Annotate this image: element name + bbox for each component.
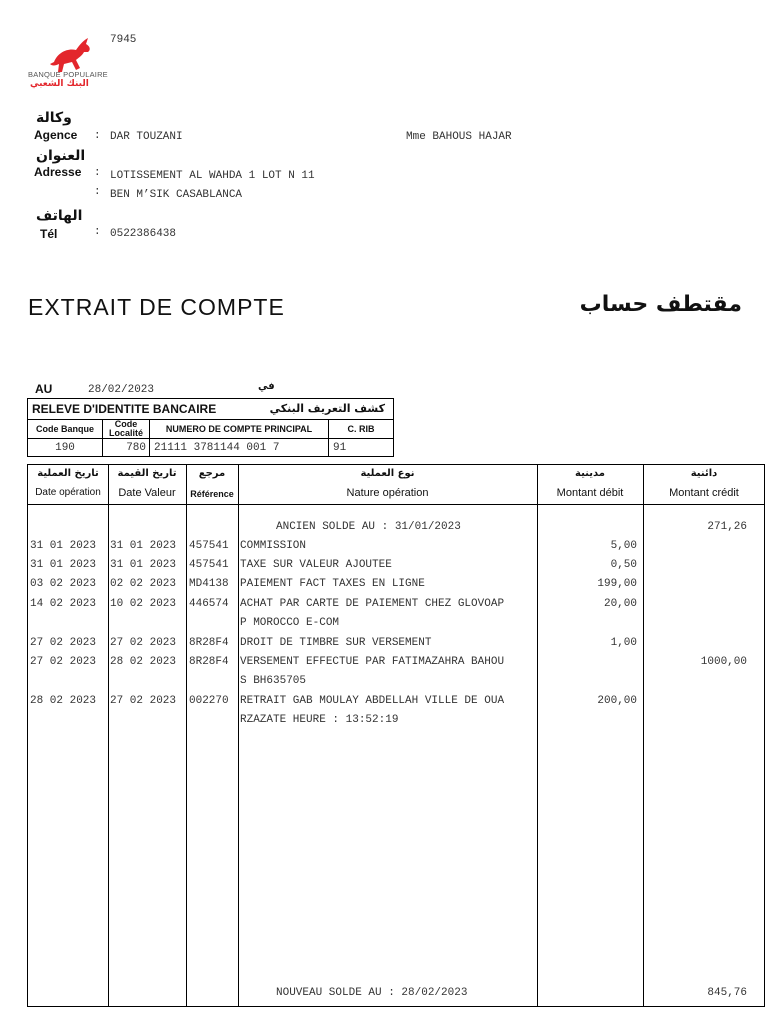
- row-date-val: 27 02 2023: [110, 695, 177, 707]
- row-date-op: 14 02 2023: [30, 598, 97, 610]
- header-nature: Nature opération: [346, 487, 429, 499]
- row-nature: DROIT DE TIMBRE SUR VERSEMENT: [240, 637, 432, 649]
- row-date-val: 10 02 2023: [110, 598, 177, 610]
- code-banque-value: 190: [28, 439, 103, 457]
- row-date-op: 28 02 2023: [30, 695, 97, 707]
- header-date-val-ar: تاريخ القيمة: [117, 468, 177, 479]
- rib-title: RELEVE D'IDENTITE BANCAIRE: [32, 402, 217, 416]
- row-date-op: 27 02 2023: [30, 637, 97, 649]
- row-nature: VERSEMENT EFFECTUE PAR FATIMAZAHRA BAHOU: [240, 656, 505, 668]
- tel-label-ar: الهاتف: [36, 208, 83, 224]
- rib-table: [27, 398, 394, 457]
- rib-title-ar: كشف التعريف البنكي: [269, 402, 385, 415]
- row-credit: 1000,00: [700, 656, 747, 668]
- row-nature-continued: RZAZATE HEURE : 13:52:19: [240, 714, 399, 726]
- row-date-op: 31 01 2023: [30, 540, 97, 552]
- row-reference: MD4138: [189, 578, 229, 590]
- row-nature: ACHAT PAR CARTE DE PAIEMENT CHEZ GLOVOAP: [240, 598, 505, 610]
- row-debit: 1,00: [610, 637, 637, 649]
- row-date-op: 03 02 2023: [30, 578, 97, 590]
- row-reference: 002270: [189, 695, 229, 707]
- adresse-label-ar: العنوان: [36, 148, 86, 164]
- au-label-ar: في: [258, 381, 275, 392]
- logo-text-ar: البنك الشعبي: [30, 79, 89, 89]
- client-name: Mme BAHOUS HAJAR: [406, 131, 512, 143]
- tel-value: 0522386438: [110, 228, 177, 240]
- agence-colon: :: [94, 130, 101, 142]
- agence-label-ar: وكالة: [36, 110, 72, 126]
- row-date-val: 27 02 2023: [110, 637, 177, 649]
- au-label: AU: [35, 382, 53, 396]
- ancien-solde-credit: 271,26: [707, 521, 747, 533]
- adresse-colon-1: :: [94, 167, 101, 179]
- header-credit: Montant crédit: [669, 487, 739, 499]
- nouveau-solde-credit: 845,76: [707, 987, 747, 999]
- header-nature-ar: نوع العملية: [360, 468, 415, 479]
- row-reference: 8R28F4: [189, 656, 229, 668]
- header-ref: Référence: [190, 489, 234, 499]
- adresse-line-1: LOTISSEMENT AL WAHDA 1 LOT N 11: [110, 170, 315, 182]
- row-debit: 20,00: [603, 598, 637, 610]
- numero-compte-value: 21111 3781144 001 7: [150, 439, 329, 457]
- header-credit-ar: دائنية: [690, 468, 718, 479]
- row-debit: 199,00: [597, 578, 637, 590]
- row-reference: 457541: [189, 559, 229, 571]
- row-nature: TAXE SUR VALEUR AJOUTEE: [240, 559, 392, 571]
- row-date-val: 28 02 2023: [110, 656, 177, 668]
- header-date-val: Date Valeur: [118, 487, 176, 499]
- tel-label: Tél: [40, 227, 58, 241]
- row-date-val: 31 01 2023: [110, 559, 177, 571]
- row-nature: RETRAIT GAB MOULAY ABDELLAH VILLE DE OUA: [240, 695, 505, 707]
- title-arabic: مقتطف حساب: [579, 292, 742, 317]
- col-code-localite: Code Localité: [103, 420, 150, 439]
- row-nature: COMMISSION: [240, 540, 307, 552]
- row-date-op: 31 01 2023: [30, 559, 97, 571]
- row-date-op: 27 02 2023: [30, 656, 97, 668]
- ancien-solde-label: ANCIEN SOLDE AU : 31/01/2023: [276, 521, 461, 533]
- row-debit: 5,00: [610, 540, 637, 552]
- agence-label: Agence: [34, 128, 78, 142]
- agence-value: DAR TOUZANI: [110, 131, 183, 143]
- adresse-line-2: BEN M’SIK CASABLANCA: [110, 189, 243, 201]
- crib-value: 91: [329, 439, 394, 457]
- adresse-colon-2: :: [94, 186, 101, 198]
- col-crib: C. RIB: [329, 420, 394, 439]
- row-debit: 200,00: [597, 695, 637, 707]
- row-date-val: 02 02 2023: [110, 578, 177, 590]
- row-nature: PAIEMENT FACT TAXES EN LIGNE: [240, 578, 425, 590]
- row-debit: 0,50: [610, 559, 637, 571]
- nouveau-solde-label: NOUVEAU SOLDE AU : 28/02/2023: [276, 987, 468, 999]
- header-debit: Montant débit: [556, 487, 624, 499]
- header-debit-ar: مدينية: [575, 468, 605, 479]
- col-code-banque: Code Banque: [28, 420, 103, 439]
- row-reference: 446574: [189, 598, 229, 610]
- row-reference: 8R28F4: [189, 637, 229, 649]
- col-numero-compte: NUMERO DE COMPTE PRINCIPAL: [150, 420, 329, 439]
- title-extrait-de-compte: EXTRAIT DE COMPTE: [28, 294, 285, 320]
- statement-date: 28/02/2023: [88, 384, 155, 396]
- row-nature-continued: S BH635705: [240, 675, 307, 687]
- operations-table: [27, 464, 765, 1007]
- document-number: 7945: [110, 34, 137, 46]
- row-nature-continued: P MOROCCO E-COM: [240, 617, 340, 629]
- code-localite-value: 780: [103, 439, 150, 457]
- header-date-op: Date opération: [35, 487, 101, 498]
- header-date-op-ar: تاريخ العملية: [37, 468, 99, 479]
- row-reference: 457541: [189, 540, 229, 552]
- logo-text-fr: BANQUE POPULAIRE: [28, 70, 108, 79]
- row-date-val: 31 01 2023: [110, 540, 177, 552]
- header-ref-ar: مرجع: [198, 468, 226, 479]
- adresse-label: Adresse: [34, 165, 82, 179]
- tel-colon: :: [94, 226, 101, 238]
